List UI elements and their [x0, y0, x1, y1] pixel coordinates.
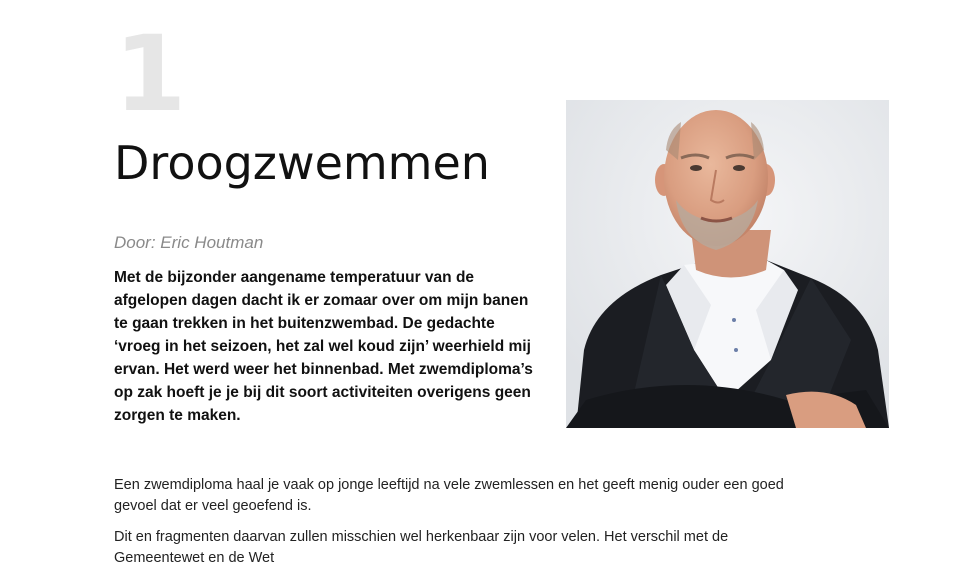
- author-photo: [566, 100, 889, 428]
- lead-paragraph: Met de bijzonder aangename temperatuur van de afgelopen dagen dacht ik er zomaar over om mijn banen te gaan trekken in het buitenzwembad. De gedachte ‘vroeg in het seizoen, het zal wel koud zijn’ weerhield mij ervan. Het werd weer het binnenbad. Met zwemdiploma’s op zak hoeft je je bij dit soort activiteiten overigens geen zorgen te maken.: [114, 269, 533, 424]
- body-paragraph: Een zwemdiploma haal je vaak op jonge leeftijd na vele zwemlessen en het geeft menig ouder een goed gevoel dat er veel geoefend is.: [114, 477, 784, 514]
- article-number: 1: [114, 13, 187, 135]
- page-title: Droogzwemmen: [114, 136, 490, 190]
- body-paragraph: Dit en fragmenten daarvan zullen misschien wel herkenbaar zijn voor velen. Het verschil met de Gemeentewet en de Wet: [114, 529, 729, 566]
- article-body: [114, 475, 784, 579]
- byline: Door: Eric Houtman: [114, 233, 264, 252]
